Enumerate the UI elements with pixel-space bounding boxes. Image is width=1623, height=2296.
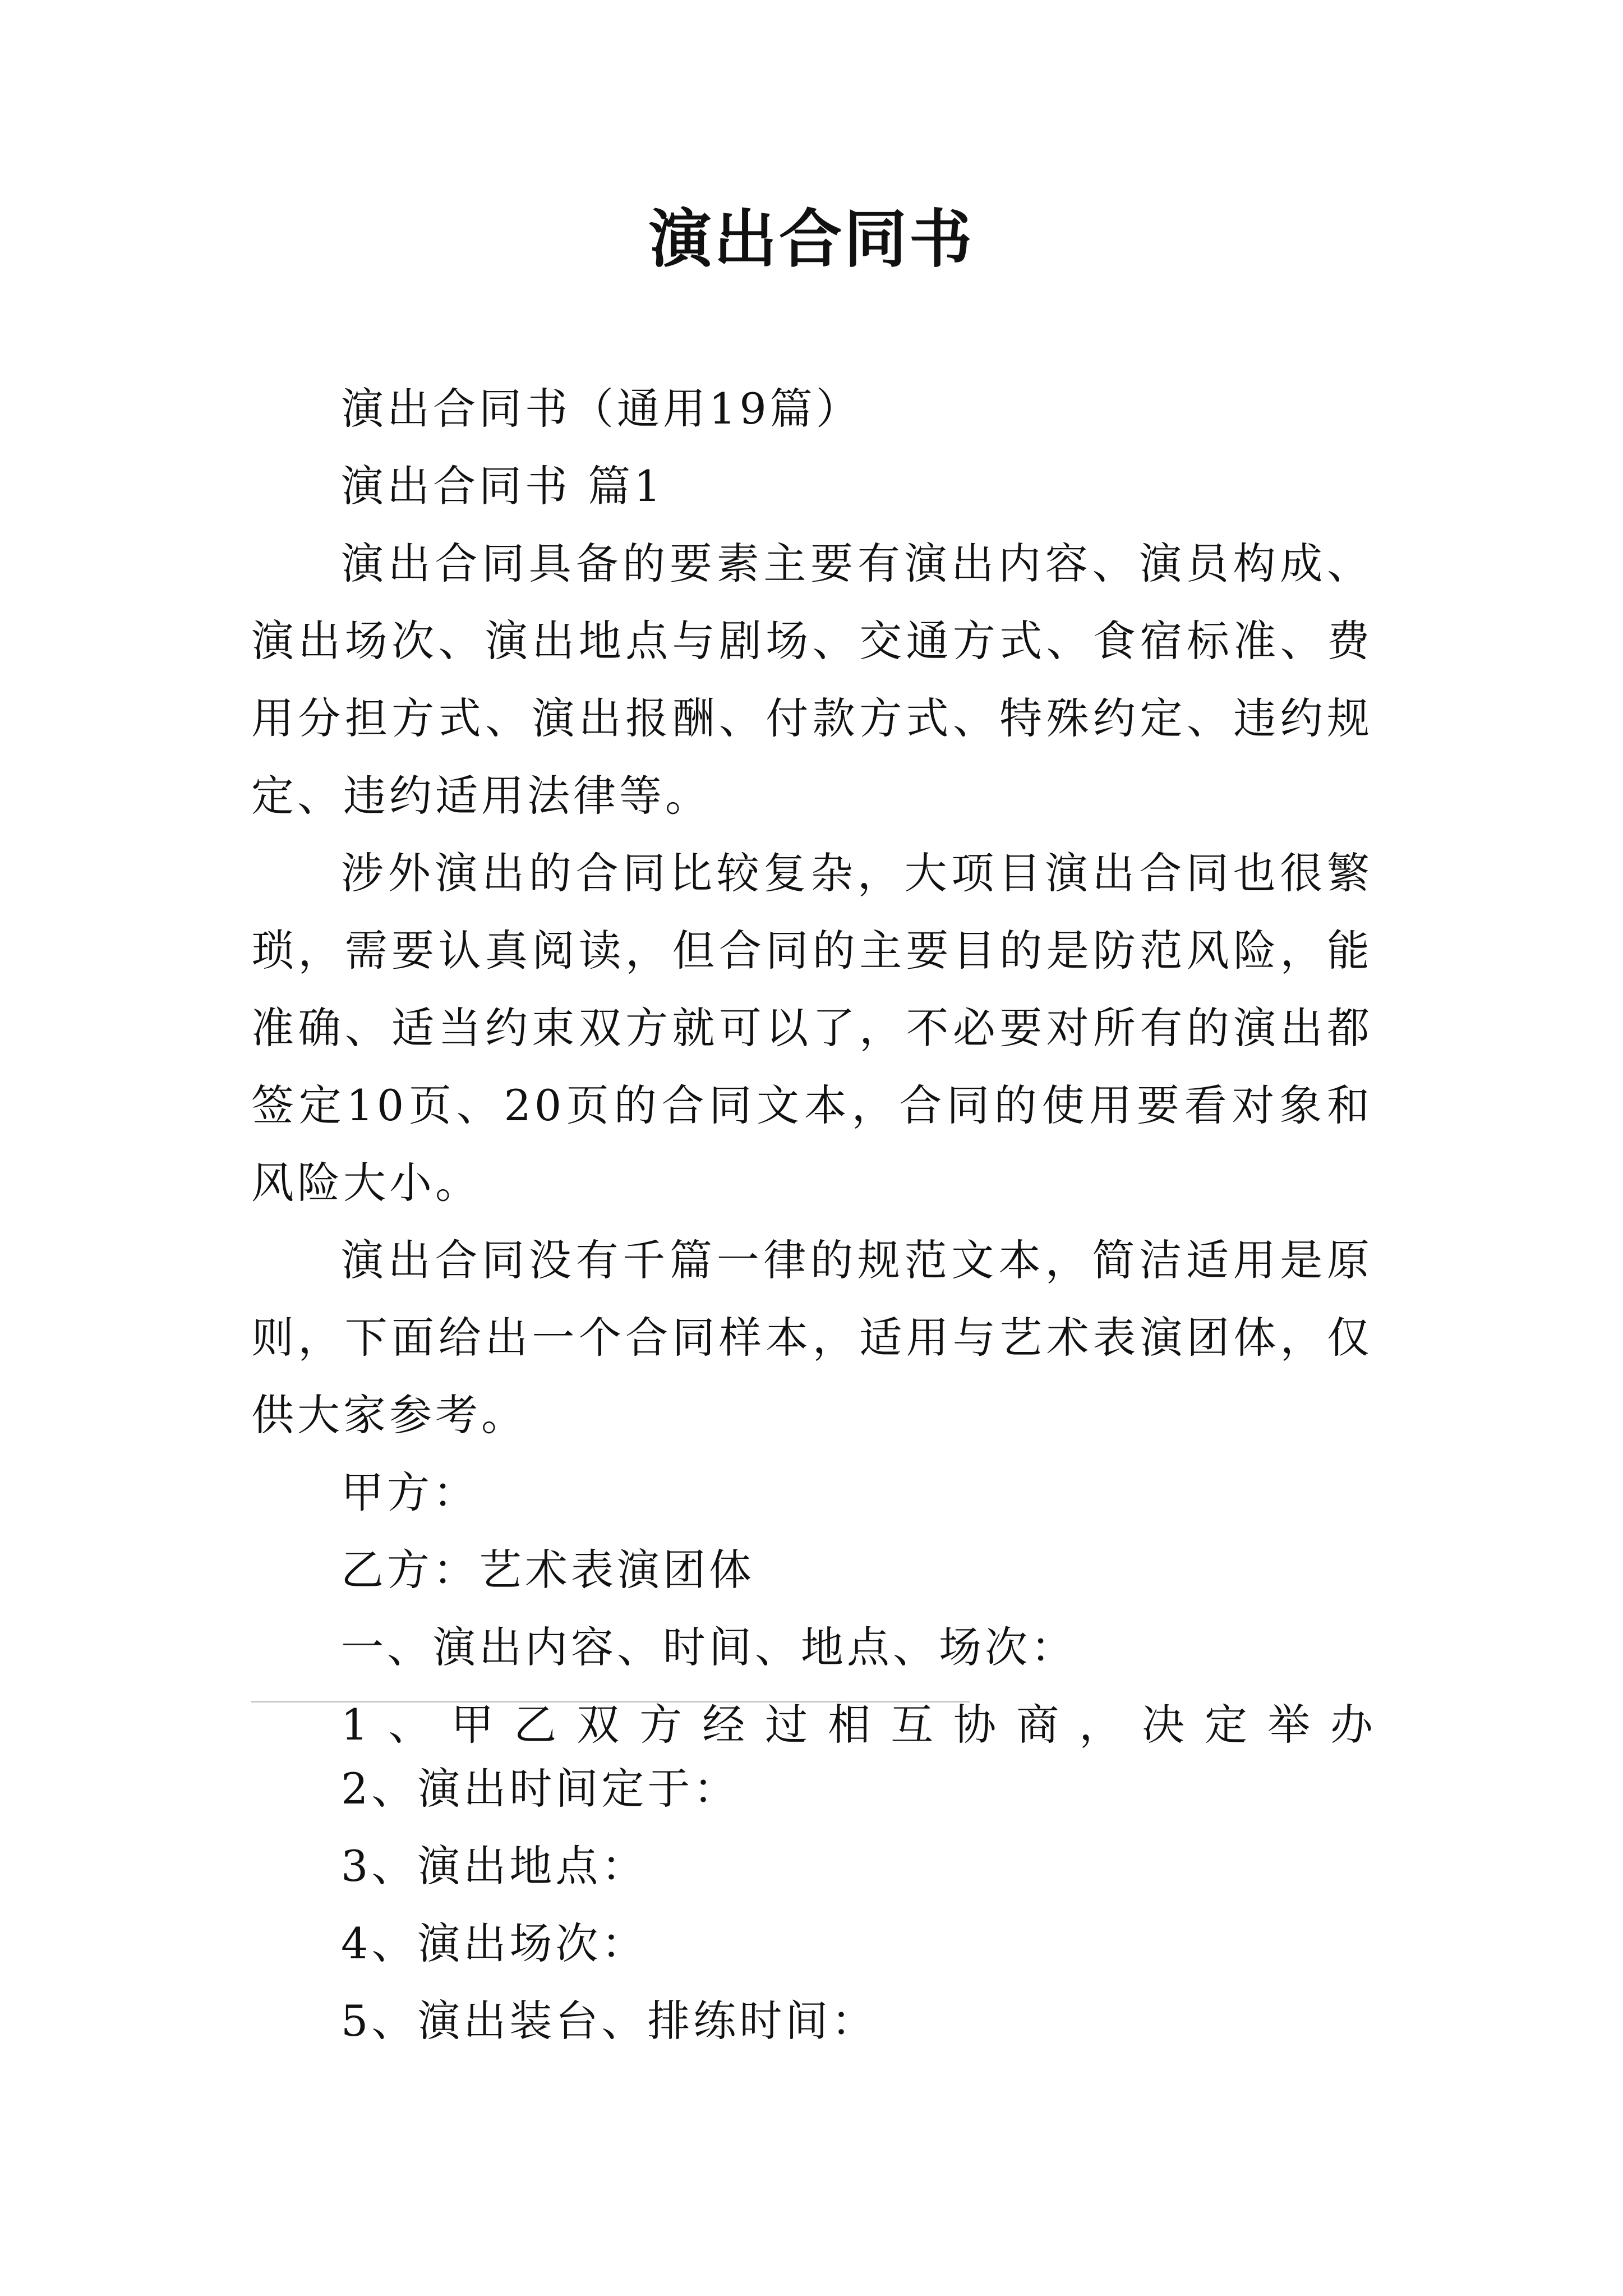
fill-in-blank-line [251,1701,970,1703]
paragraph-clause-1-2: 2、演出时间定于： [341,1764,740,1814]
paragraph-clause-1-4: 4、演出场次： [341,1918,648,1968]
paragraph-elements: 演出合同具备的要素主要有演出内容、演员构成、演出场次、演出地点与剧场、交通方式、食宿标准、费用分担方式、演出报酬、付款方式、特殊约定、违约规定、违约适用法律等。 [251,539,1373,821]
paragraph-section-heading: 演出合同书 篇1 [341,461,665,511]
paragraph-clause-one: 一、演出内容、时间、地点、场次： [341,1622,1077,1672]
document-body-lower [251,1750,1373,2060]
paragraph-clause-1-3: 3、演出地点： [341,1841,648,1891]
paragraph-subtitle: 演出合同书（通用19篇） [341,384,862,434]
document-body [251,370,1373,1764]
paragraph-sample-intro: 演出合同没有千篇一律的规范文本，简洁适用是原则，下面给出一个合同样本，适用与艺术表演团体，仅供大家参考。 [251,1235,1373,1440]
paragraph-clause-1-5: 5、演出装台、排练时间： [341,1996,878,2046]
paragraph-party-a: 甲方： [341,1467,479,1517]
document-title: 演出合同书 [649,203,974,276]
paragraph-foreign-contracts: 涉外演出的合同比较复杂，大项目演出合同也很繁琐，需要认真阅读，但合同的主要目的是防范风险，能准确、适当约束双方就可以了，不必要对所有的演出都签定10页、20页的合同文本，合同的使用要看对象和风险大小。 [251,848,1373,1208]
paragraph-party-b: 乙方：艺术表演团体 [341,1545,755,1595]
paragraph-clause-1-1: 1、甲乙双方经过相互协商，决定举办 [341,1700,1373,1750]
